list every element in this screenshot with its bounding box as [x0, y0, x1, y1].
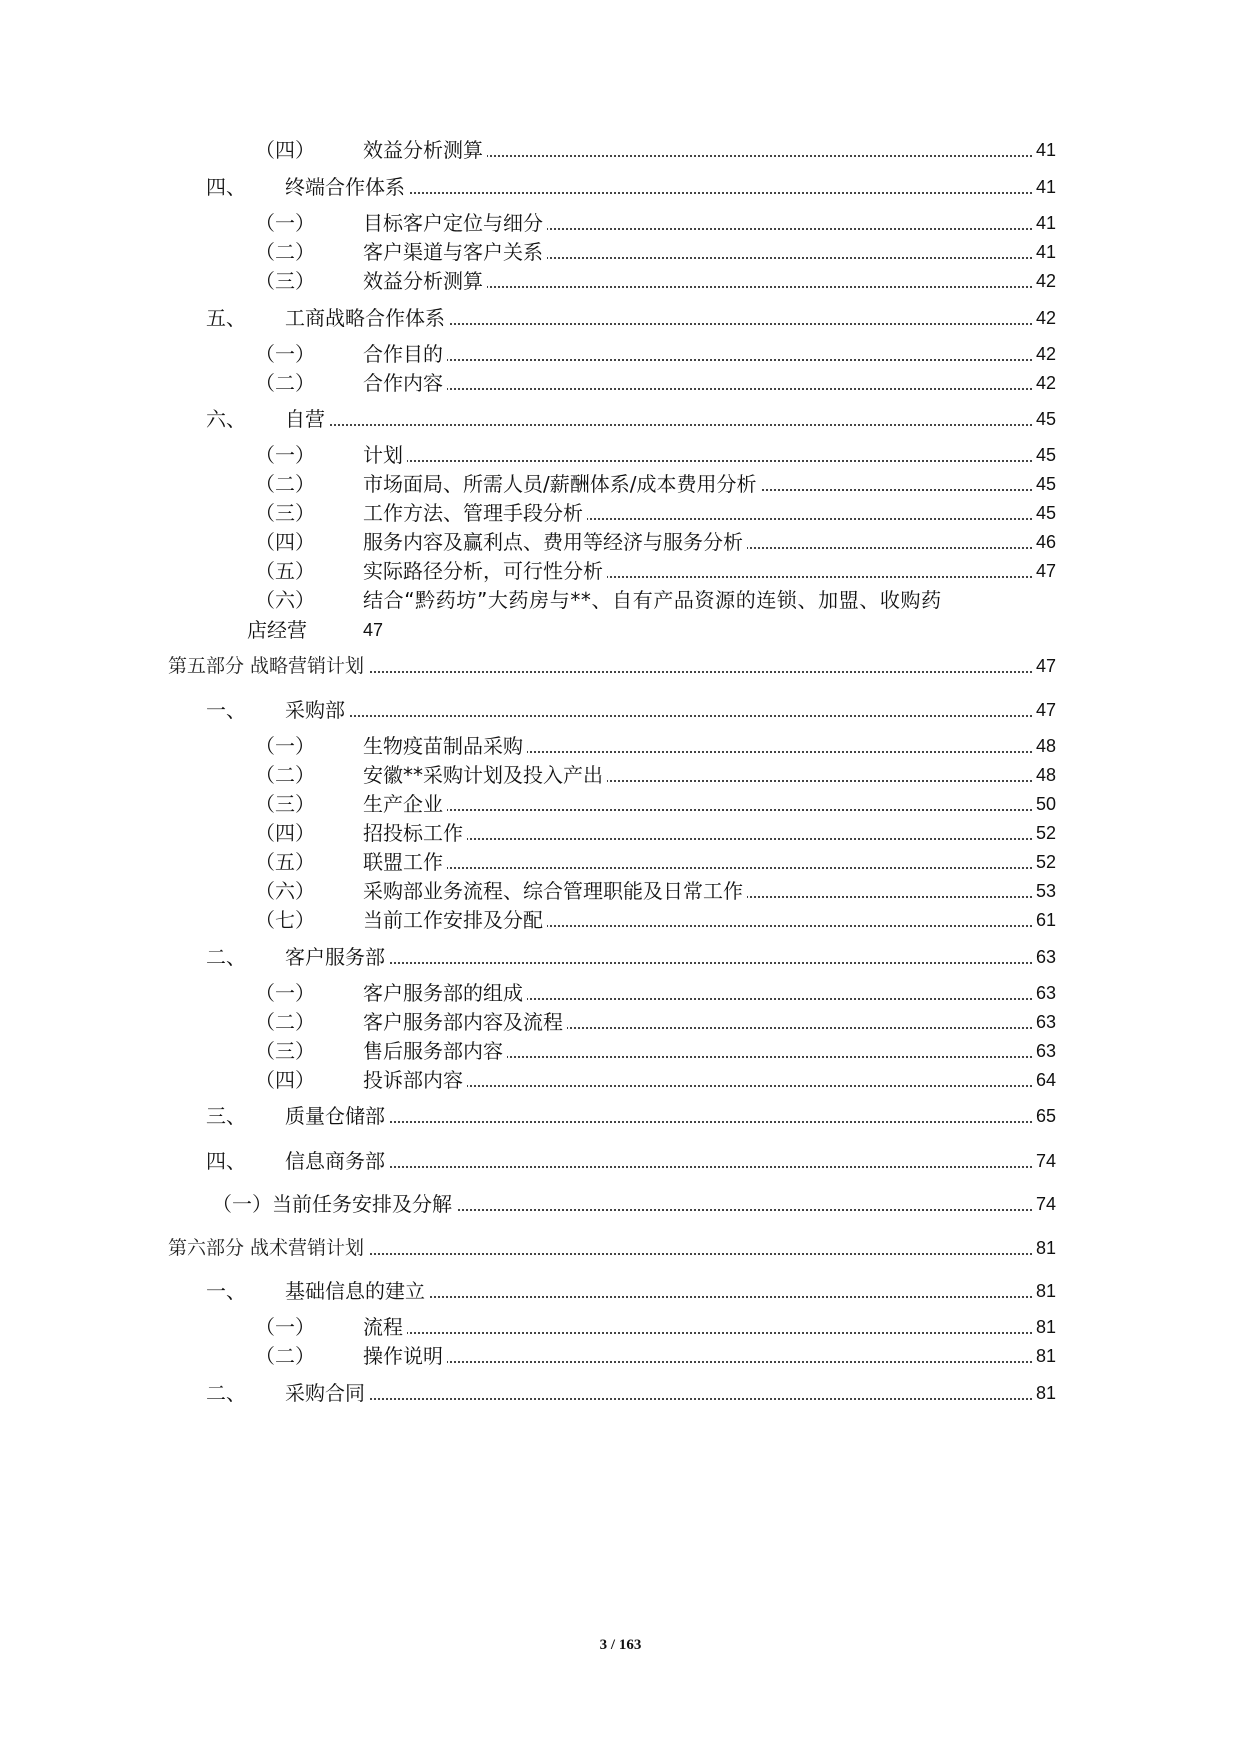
toc-dot-leader	[373, 847, 1036, 869]
toc-entry-title: 效益分析测算	[363, 266, 487, 296]
toc-entry-page: 63	[1034, 1036, 1056, 1066]
toc-entry-number: （二）	[255, 371, 315, 395]
toc-entry-title: 市场面局、所需人员/薪酬体系/成本费用分析	[363, 469, 760, 499]
toc-entry-title: 目标客户定位与细分	[363, 208, 547, 238]
toc-entry-page: 50	[1034, 789, 1056, 819]
toc-entry-number: 六、	[206, 407, 246, 431]
toc-entry-title: 采购合同	[285, 1378, 369, 1408]
toc-entry-number: （五）	[255, 559, 315, 583]
toc-entry-title: 服务内容及赢利点、费用等经济与服务分析	[363, 527, 747, 557]
toc-entry-number: （三）	[255, 501, 315, 525]
toc-entry-number: （四）	[255, 530, 315, 554]
toc-entry-page: 47	[363, 620, 384, 640]
toc-entry-page: 63	[1034, 942, 1056, 972]
toc-entry[interactable]	[0, 303, 1241, 333]
toc-entry[interactable]	[0, 1341, 1241, 1371]
toc-entry[interactable]	[0, 469, 1241, 499]
toc-entry-title: 终端合作体系	[285, 172, 409, 202]
toc-entry[interactable]	[0, 847, 1241, 877]
toc-dot-leader	[295, 1146, 1036, 1168]
toc-entry-number: （三）	[255, 1039, 315, 1063]
toc-entry-title: 工商战略合作体系	[285, 303, 449, 333]
toc-dot-leader	[295, 404, 1036, 426]
toc-entry-title: 合作目的	[363, 339, 447, 369]
toc-entry-title: 效益分析测算	[363, 135, 487, 165]
toc-entry-page: 41	[1034, 172, 1056, 202]
toc-entry-title: 工作方法、管理手段分析	[363, 498, 587, 528]
toc-entry[interactable]	[0, 339, 1241, 369]
toc-entry-title: 采购部业务流程、综合管理职能及日常工作	[363, 876, 747, 906]
toc-entry-number: （二）	[255, 763, 315, 787]
toc-entry[interactable]	[0, 527, 1241, 557]
toc-entry-page: 61	[1034, 905, 1056, 935]
toc-entry-page: 41	[1034, 208, 1056, 238]
toc-entry-title: 联盟工作	[363, 847, 447, 877]
toc-entry-title-continuation: 店经营	[247, 618, 307, 642]
toc-entry-number: （一）	[255, 443, 315, 467]
toc-entry-number: （一）	[255, 981, 315, 1005]
toc-entry-title: 第六部分 战术营销计划	[168, 1233, 368, 1263]
toc-entry[interactable]	[0, 1146, 1241, 1176]
toc-entry[interactable]	[0, 1312, 1241, 1342]
toc-entry-title: （一）当前任务安排及分解	[212, 1189, 456, 1219]
toc-entry[interactable]	[0, 208, 1241, 238]
toc-dot-leader	[373, 339, 1036, 361]
toc-entry[interactable]	[0, 978, 1241, 1008]
toc-entry-title: 基础信息的建立	[285, 1276, 429, 1306]
toc-entry-title: 客户服务部的组成	[363, 978, 527, 1008]
toc-entry-title: 实际路径分析，可行性分析	[363, 556, 607, 586]
toc-entry-number: （三）	[255, 269, 315, 293]
toc-entry-page: 48	[1034, 760, 1056, 790]
toc-entry-page: 47	[1034, 695, 1056, 725]
toc-entry-page: 42	[1034, 266, 1056, 296]
toc-entry-title: 安徽**采购计划及投入产出	[363, 760, 607, 790]
toc-entry[interactable]	[0, 172, 1241, 202]
toc-dot-leader	[373, 440, 1036, 462]
toc-entry-page: 42	[1034, 339, 1056, 369]
toc-entry-page: 42	[1034, 303, 1056, 333]
toc-entry-page: 81	[1034, 1276, 1056, 1306]
toc-entry-title: 客户服务部	[285, 942, 389, 972]
toc-entry[interactable]	[0, 695, 1241, 725]
toc-entry-title: 计划	[363, 440, 407, 470]
toc-entry[interactable]	[0, 1007, 1241, 1037]
toc-entry-title: 质量仓储部	[285, 1101, 389, 1131]
toc-entry[interactable]	[0, 876, 1241, 906]
toc-entry-page: 45	[1034, 440, 1056, 470]
toc-entry-number: （四）	[255, 138, 315, 162]
toc-entry[interactable]	[0, 237, 1241, 267]
toc-entry-page: 45	[1034, 498, 1056, 528]
toc-entry-page: 81	[1034, 1312, 1056, 1342]
toc-entry-title: 招投标工作	[363, 818, 467, 848]
toc-entry[interactable]	[0, 368, 1241, 398]
toc-entry-number: 一、	[206, 698, 246, 722]
toc-dot-leader	[295, 1378, 1036, 1400]
toc-entry[interactable]	[0, 556, 1241, 586]
toc-entry-number: （二）	[255, 240, 315, 264]
toc-entry-page: 63	[1034, 1007, 1056, 1037]
toc-entry-number: （六）	[255, 879, 315, 903]
toc-entry[interactable]	[0, 1189, 1241, 1219]
toc-entry-number: （一）	[255, 211, 315, 235]
toc-entry-page: 45	[1034, 469, 1056, 499]
toc-entry-number: 四、	[206, 175, 246, 199]
toc-entry[interactable]	[0, 498, 1241, 528]
toc-entry-number: （二）	[255, 1344, 315, 1368]
toc-entry-number: 五、	[206, 306, 246, 330]
toc-entry[interactable]	[0, 266, 1241, 296]
toc-entry-number: 四、	[206, 1149, 246, 1173]
toc-entry-number: （七）	[255, 908, 315, 932]
toc-part-heading[interactable]	[0, 1233, 1241, 1263]
toc-entry-page: 65	[1034, 1101, 1056, 1131]
toc-entry-number: （二）	[255, 472, 315, 496]
toc-entry-page: 74	[1034, 1146, 1056, 1176]
toc-dot-leader	[373, 1312, 1036, 1334]
toc-entry-number: （三）	[255, 792, 315, 816]
toc-entry[interactable]	[0, 731, 1241, 761]
toc-entry-number: 二、	[206, 1381, 246, 1405]
toc-entry-title: 生物疫苗制品采购	[363, 731, 527, 761]
toc-entry-page: 74	[1034, 1189, 1056, 1219]
toc-entry[interactable]	[0, 1101, 1241, 1131]
toc-entry-number: （一）	[255, 1315, 315, 1339]
toc-entry-page: 81	[1034, 1233, 1056, 1263]
toc-entry-page: 41	[1034, 135, 1056, 165]
toc-entry-title: 合作内容	[363, 368, 447, 398]
toc-entry[interactable]	[0, 1276, 1241, 1306]
toc-entry-title: 生产企业	[363, 789, 447, 819]
toc-entry-number: （六）	[255, 588, 315, 612]
toc-entry-number: （五）	[255, 850, 315, 874]
toc-entry-page: 48	[1034, 731, 1056, 761]
toc-entry[interactable]	[0, 942, 1241, 972]
toc-dot-leader	[373, 789, 1036, 811]
toc-dot-leader	[373, 1065, 1036, 1087]
toc-dot-leader	[373, 818, 1036, 840]
toc-entry[interactable]	[0, 1065, 1241, 1095]
toc-dot-leader	[295, 1101, 1036, 1123]
toc-entry[interactable]	[0, 585, 1241, 615]
toc-entry[interactable]	[0, 1378, 1241, 1408]
toc-entry-title: 结合“黔药坊”大药房与**、自有产品资源的连锁、加盟、收购药	[363, 585, 946, 615]
toc-entry-title: 客户服务部内容及流程	[363, 1007, 567, 1037]
toc-entry-page: 41	[1034, 237, 1056, 267]
toc-entry-number: （一）	[255, 734, 315, 758]
toc-entry-title: 采购部	[285, 695, 349, 725]
toc-entry-title: 当前工作安排及分配	[363, 905, 547, 935]
toc-entry-page: 46	[1034, 527, 1056, 557]
toc-entry[interactable]	[0, 818, 1241, 848]
toc-entry-number: （二）	[255, 1010, 315, 1034]
toc-dot-leader	[373, 368, 1036, 390]
page-number-footer: 3 / 163	[599, 1637, 642, 1653]
toc-entry-number: （一）	[255, 342, 315, 366]
toc-entry-page: 52	[1034, 847, 1056, 877]
toc-entry-page: 81	[1034, 1378, 1056, 1408]
toc-entry-number: 三、	[206, 1104, 246, 1128]
toc-dot-leader	[373, 1341, 1036, 1363]
toc-entry-number: （四）	[255, 821, 315, 845]
toc-dot-leader	[295, 695, 1036, 717]
toc-entry-page: 53	[1034, 876, 1056, 906]
toc-entry-title: 信息商务部	[285, 1146, 389, 1176]
toc-entry-title: 操作说明	[363, 1341, 447, 1371]
toc-entry[interactable]	[0, 1036, 1241, 1066]
toc-entry[interactable]	[0, 789, 1241, 819]
toc-entry-title: 流程	[363, 1312, 407, 1342]
toc-entry-number: 二、	[206, 945, 246, 969]
toc-entry-number: （四）	[255, 1068, 315, 1092]
toc-entry-page: 45	[1034, 404, 1056, 434]
toc-entry-title: 售后服务部内容	[363, 1036, 507, 1066]
toc-entry-title: 投诉部内容	[363, 1065, 467, 1095]
toc-entry-title: 自营	[285, 404, 329, 434]
toc-entry[interactable]	[0, 135, 1241, 165]
toc-entry-page: 52	[1034, 818, 1056, 848]
toc-entry-page: 81	[1034, 1341, 1056, 1371]
toc-entry-title: 第五部分 战略营销计划	[168, 651, 368, 681]
toc-part-heading[interactable]	[0, 651, 1241, 681]
toc-entry[interactable]	[0, 905, 1241, 935]
toc-entry-title: 客户渠道与客户关系	[363, 237, 547, 267]
toc-entry[interactable]	[0, 404, 1241, 434]
toc-entry-page: 64	[1034, 1065, 1056, 1095]
toc-entry-page: 47	[1034, 651, 1056, 681]
toc-entry-page: 47	[1034, 556, 1056, 586]
toc-entry-page: 63	[1034, 978, 1056, 1008]
toc-entry-number: 一、	[206, 1279, 246, 1303]
toc-entry[interactable]	[0, 760, 1241, 790]
toc-entry[interactable]	[0, 440, 1241, 470]
toc-entry-page: 42	[1034, 368, 1056, 398]
toc-dot-leader	[295, 942, 1036, 964]
